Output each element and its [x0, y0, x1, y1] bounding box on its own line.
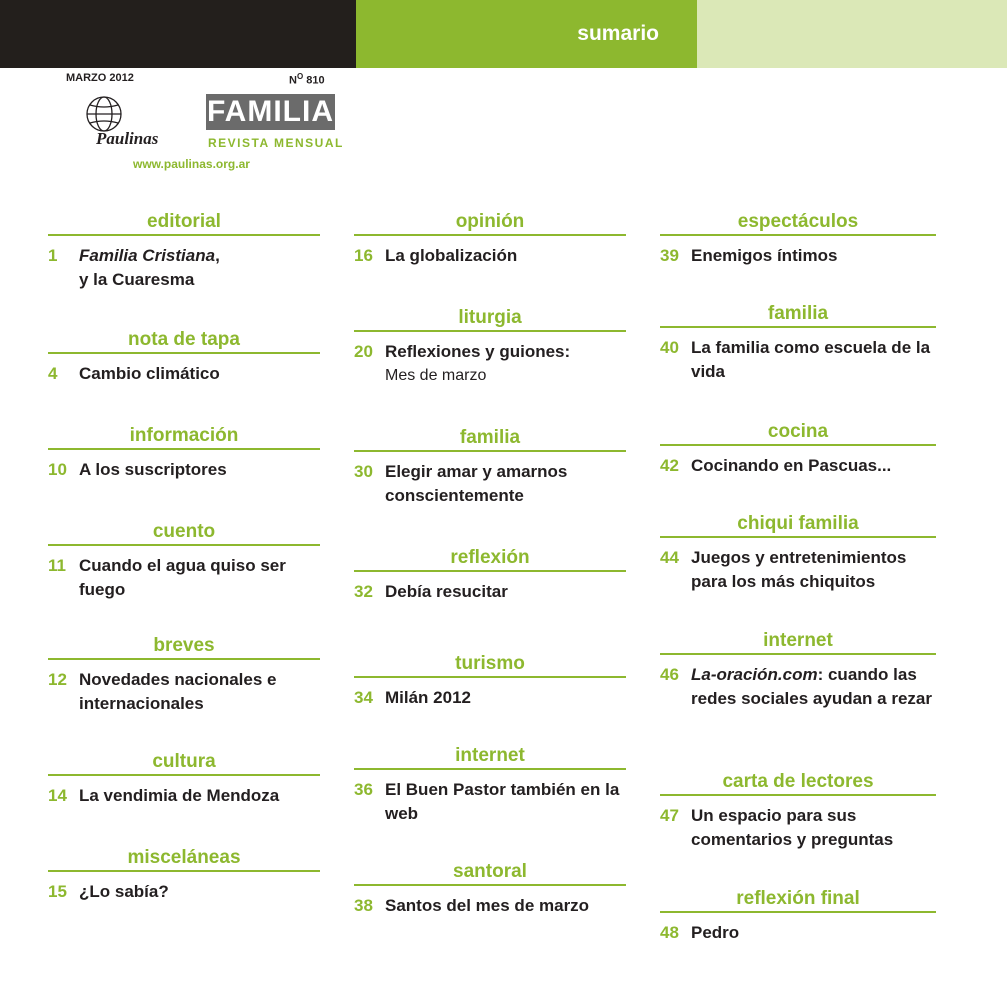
section-heading: santoral [354, 860, 626, 886]
toc-entry[interactable] [660, 546, 936, 594]
entry-title: El Buen Pastor también en la web [385, 780, 620, 823]
header-dark-band [0, 0, 356, 68]
toc-section [354, 426, 626, 508]
section-heading: familia [660, 302, 936, 328]
toc-entry[interactable] [354, 580, 626, 604]
toc-entry[interactable] [48, 362, 320, 386]
section-heading: carta de lectores [660, 770, 936, 796]
toc-section [48, 846, 320, 904]
toc-entry[interactable] [48, 880, 320, 904]
toc-section [660, 770, 936, 852]
toc-section [660, 420, 936, 478]
toc-section [660, 629, 936, 711]
page-number: 46 [660, 665, 679, 684]
entry-title: Cambio climático [79, 364, 220, 383]
toc-section [354, 306, 626, 388]
toc-entry[interactable] [660, 244, 936, 268]
toc-entry[interactable] [660, 336, 936, 384]
page-number: 42 [660, 456, 679, 475]
page-number: 20 [354, 342, 373, 361]
section-heading: espectáculos [660, 210, 936, 236]
toc-section [354, 546, 626, 604]
toc-entry[interactable] [354, 894, 626, 918]
section-heading: liturgia [354, 306, 626, 332]
toc-entry[interactable] [48, 668, 320, 716]
toc-entry[interactable] [48, 458, 320, 482]
section-heading: reflexión final [660, 887, 936, 913]
toc-entry[interactable] [48, 244, 320, 292]
toc-entry[interactable] [48, 784, 320, 808]
website-link[interactable]: www.paulinas.org.ar [133, 157, 250, 171]
page-number: 4 [48, 364, 58, 383]
issue-number: $N^O$ 810 [289, 72, 325, 87]
page-number: 38 [354, 896, 373, 915]
toc-entry[interactable] [354, 340, 626, 388]
toc-entry[interactable] [354, 244, 626, 268]
section-heading: editorial [48, 210, 320, 236]
entry-title: Cuando el agua quiso ser fuego [79, 556, 286, 599]
page-number: 30 [354, 462, 373, 481]
magazine-tagline: REVISTA MENSUAL [208, 136, 344, 150]
section-heading: opinión [354, 210, 626, 236]
page-number: 15 [48, 882, 67, 901]
toc-section [48, 634, 320, 716]
section-heading: nota de tapa [48, 328, 320, 354]
entry-title: Cocinando en Pascuas... [691, 456, 892, 475]
familia-logo: FAMILIA [207, 95, 334, 128]
toc-section [354, 210, 626, 268]
entry-title: A los suscriptores [79, 460, 227, 479]
toc-section [354, 652, 626, 710]
page-number: 34 [354, 688, 373, 707]
section-heading: cuento [48, 520, 320, 546]
section-heading: misceláneas [48, 846, 320, 872]
svg-text:Paulinas: Paulinas [96, 129, 159, 148]
page-number: 36 [354, 780, 373, 799]
entry-title: Enemigos íntimos [691, 246, 838, 265]
page-number: 39 [660, 246, 679, 265]
toc-section [48, 520, 320, 602]
toc-section [660, 512, 936, 594]
section-heading: cultura [48, 750, 320, 776]
section-heading: reflexión [354, 546, 626, 572]
entry-title: La globalización [385, 246, 518, 265]
entry-title: Milán 2012 [385, 688, 471, 707]
entry-title: Pedro [691, 923, 740, 942]
page-number: 12 [48, 670, 67, 689]
toc-section [354, 744, 626, 826]
entry-title: Novedades nacionales e internacionales [79, 670, 277, 713]
toc-section [48, 328, 320, 386]
toc-entry[interactable] [660, 663, 936, 711]
page-number: 32 [354, 582, 373, 601]
page-number: 48 [660, 923, 679, 942]
section-heading: internet [354, 744, 626, 770]
section-heading: chiqui familia [660, 512, 936, 538]
entry-title: Santos del mes de marzo [385, 896, 590, 915]
toc-entry[interactable] [354, 778, 626, 826]
issue-date: MARZO 2012 [66, 72, 134, 84]
entry-title: ¿Lo sabía? [79, 882, 169, 901]
entry-title: Un espacio para sus comentarios y preguntas [691, 806, 894, 849]
entry-title: Elegir amar y amarnos conscientemente [385, 462, 568, 505]
toc-section [660, 210, 936, 268]
section-heading: breves [48, 634, 320, 660]
page-number: 14 [48, 786, 67, 805]
section-heading: cocina [660, 420, 936, 446]
entry-title: La-oración.com: cuando las redes sociales ayudan a rezar [691, 665, 932, 708]
entry-title: La familia como escuela de la vida [691, 338, 931, 381]
page-number: 40 [660, 338, 679, 357]
toc-entry[interactable] [660, 804, 936, 852]
toc-section [660, 887, 936, 945]
toc-section [660, 302, 936, 384]
toc-section [48, 210, 320, 292]
toc-section [48, 424, 320, 482]
toc-entry[interactable] [48, 554, 320, 602]
entry-title: Debía resucitar [385, 582, 508, 601]
page-number: 47 [660, 806, 679, 825]
entry-title: Reflexiones y guiones: Mes de marzo [385, 342, 571, 384]
entry-title: La vendimia de Mendoza [79, 786, 280, 805]
paulinas-logo [76, 94, 166, 150]
section-heading: familia [354, 426, 626, 452]
section-heading: internet [660, 629, 936, 655]
page-number: 11 [48, 556, 66, 575]
toc-entry[interactable] [354, 686, 626, 710]
toc-section [354, 860, 626, 918]
page-number: 16 [354, 246, 373, 265]
page-number: 44 [660, 548, 679, 567]
toc-entry[interactable] [354, 460, 626, 508]
toc-section [48, 750, 320, 808]
toc-entry[interactable] [660, 921, 936, 945]
page-title: sumario [577, 22, 659, 45]
toc-entry[interactable] [660, 454, 936, 478]
page-number: 10 [48, 460, 67, 479]
page-number: 1 [48, 246, 58, 265]
entry-title: Juegos y entretenimientos para los más chiquitos [691, 548, 907, 591]
entry-title: Familia Cristiana, y la Cuaresma [79, 246, 220, 289]
header-light-band [697, 0, 1007, 68]
section-heading: información [48, 424, 320, 450]
section-heading: turismo [354, 652, 626, 678]
